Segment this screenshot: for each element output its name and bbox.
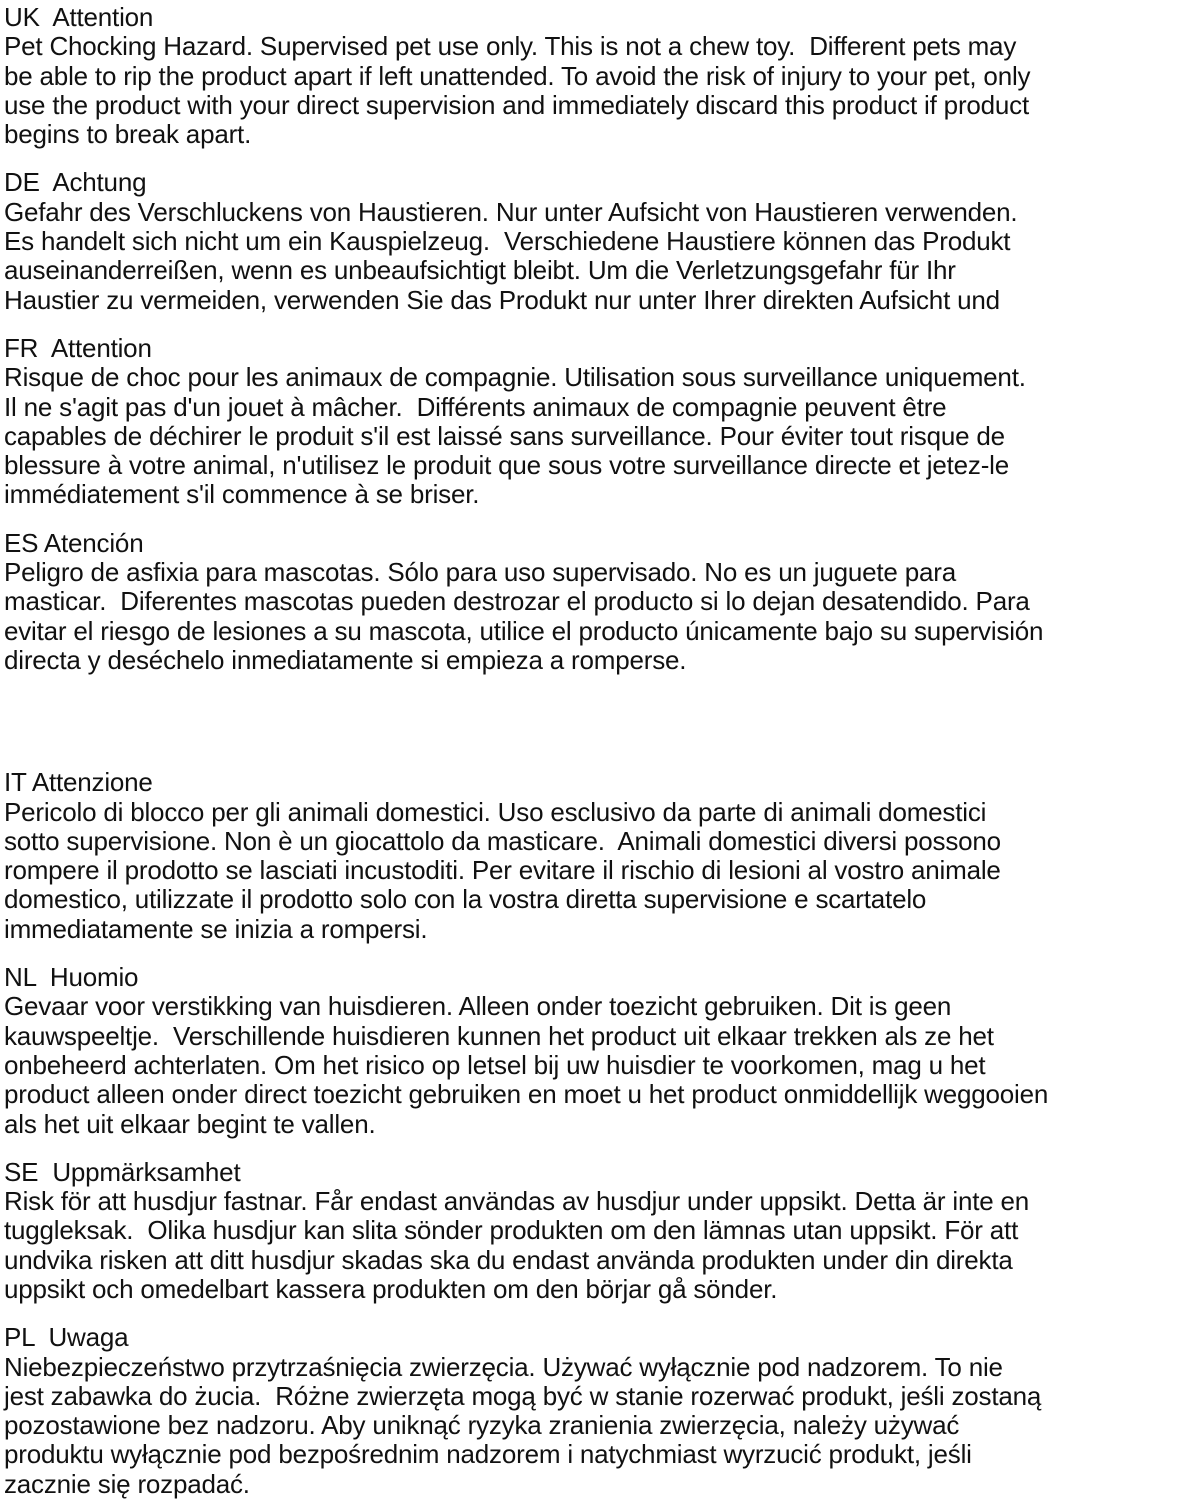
warning-text-line: capables de déchirer le produit s'il est laissé sans surveillance. Pour éviter tout risque de bbox=[4, 420, 1005, 451]
warning-text-line: Peligro de asfixia para mascotas. Sólo para uso supervisado. No es un juguete para bbox=[4, 557, 956, 588]
warning-text-line: Es handelt sich nicht um ein Kauspielzeug. Verschiedene Haustiere können das Produkt bbox=[4, 226, 1011, 257]
warning-text-line: Risk för att husdjur fastnar. Får endast användas av husdjur under uppsikt. Detta är inte en bbox=[4, 1186, 1030, 1217]
warning-section-de bbox=[4, 168, 1197, 314]
warning-text-line: Pericolo di blocco per gli animali domestici. Uso esclusivo da parte di animali domestici bbox=[4, 796, 987, 827]
warning-text-line: Niebezpieczeństwo przytrzaśnięcia zwierzęcia. Używać wyłącznie pod nadzorem. To nie bbox=[4, 1351, 1003, 1382]
warning-text-line: domestico, utilizzate il prodotto solo con la vostra diretta supervisione e scartatelo bbox=[4, 884, 927, 915]
warning-section-es bbox=[4, 529, 1197, 675]
warning-text-line: blessure à votre animal, n'utilisez le produit que sous votre surveillance directe et jetez-le bbox=[4, 450, 1010, 481]
warning-section-it bbox=[4, 768, 1197, 944]
warning-text-line: be able to rip the product apart if left unattended. To avoid the risk of injury to your pet, only bbox=[4, 60, 1031, 91]
warning-text-line: pozostawione bez nadzoru. Aby uniknąć ryzyka zranienia zwierzęcia, należy używać bbox=[4, 1410, 960, 1441]
section-heading-uk: UK Attention bbox=[4, 2, 154, 32]
warning-section-se bbox=[4, 1158, 1197, 1304]
warning-section-nl bbox=[4, 963, 1197, 1139]
section-heading-it: IT Attenzione bbox=[4, 767, 153, 798]
warning-text-line: rompere il prodotto se lasciati incustoditi. Per evitare il rischio di lesioni al vostro animale bbox=[4, 855, 1001, 886]
warning-text-line: tuggleksak. Olika husdjur kan slita sönder produkten om den lämnas utan uppsikt. För att bbox=[4, 1215, 1019, 1246]
warning-text-line: onbeheerd achterlaten. Om het risico op letsel bij uw huisdier te voorkomen, mag u het bbox=[4, 1049, 986, 1080]
warning-text-line: kauwspeeltje. Verschillende huisdieren kunnen het product uit elkaar trekken als ze het bbox=[4, 1020, 994, 1051]
section-heading-pl: PL Uwaga bbox=[4, 1322, 129, 1353]
warning-text-line: immédiatement s'il commence à se briser. bbox=[4, 479, 480, 510]
warning-section-fr bbox=[4, 334, 1197, 510]
warning-text-line: sotto supervisione. Non è un giocattolo da masticare. Animali domestici diversi possono bbox=[4, 825, 1001, 856]
section-heading-de: DE Achtung bbox=[4, 167, 147, 198]
warning-text-line: produktu wyłącznie pod bezpośrednim nadzorem i natychmiast wyrzucić produkt, jeśli bbox=[4, 1439, 972, 1470]
warning-text-line: Gefahr des Verschluckens von Haustieren. Nur unter Aufsicht von Haustieren verwenden. bbox=[4, 196, 1018, 227]
warning-text-line: Risque de choc pour les animaux de compagnie. Utilisation sous surveillance uniquement. bbox=[4, 362, 1026, 393]
warning-text-line: als het uit elkaar begint te vallen. bbox=[4, 1108, 376, 1139]
warning-text-line: undvika risken att ditt husdjur skadas ska du endast använda produkten under din direkta bbox=[4, 1244, 1013, 1275]
warning-section-uk bbox=[4, 3, 1197, 149]
warning-text-line: auseinanderreißen, wenn es unbeaufsichtigt bleibt. Um die Verletzungsgefahr für Ihr bbox=[4, 255, 956, 286]
warning-text-line: Gevaar voor verstikking van huisdieren. Alleen onder toezicht gebruiken. Dit is geen bbox=[4, 991, 952, 1022]
section-heading-fr: FR Attention bbox=[4, 332, 152, 363]
warning-text-line: evitar el riesgo de lesiones a su mascota, utilice el producto únicamente bajo su supervisión bbox=[4, 615, 1044, 646]
warning-text-line: Pet Chocking Hazard. Supervised pet use only. This is not a chew toy. Different pets may bbox=[4, 31, 1017, 62]
warning-text-line: Haustier zu vermeiden, verwenden Sie das Produkt nur unter Ihrer direkten Aufsicht und bbox=[4, 284, 1000, 315]
warning-section-pl bbox=[4, 1323, 1197, 1499]
warning-text-line: zacznie się rozpadać. bbox=[4, 1468, 250, 1499]
section-heading-nl: NL Huomio bbox=[4, 962, 139, 993]
warning-text-line: Il ne s'agit pas d'un jouet à mâcher. Différents animaux de compagnie peuvent être bbox=[4, 391, 947, 422]
warning-text-line: use the product with your direct supervision and immediately discard this product if product bbox=[4, 89, 1030, 120]
warning-text-line: immediatamente se inizia a rompersi. bbox=[4, 913, 428, 944]
section-heading-es: ES Atención bbox=[4, 527, 144, 558]
warning-text-line: directa y deséchelo inmediatamente si empieza a romperse. bbox=[4, 644, 687, 675]
warning-text-line: begins to break apart. bbox=[4, 119, 252, 150]
section-heading-se: SE Uppmärksamhet bbox=[4, 1156, 241, 1187]
warning-text-line: product alleen onder direct toezicht gebruiken en moet u het product onmiddellijk weggooien bbox=[4, 1079, 1049, 1110]
warning-text-line: jest zabawka do żucia. Różne zwierzęta mogą być w stanie rozerwać produkt, jeśli zostaną bbox=[4, 1380, 1042, 1411]
warning-text-line: uppsikt och omedelbart kassera produkten om den börjar gå sönder. bbox=[4, 1273, 778, 1304]
warning-text-line: masticar. Diferentes mascotas pueden destrozar el producto si lo dejan desatendido. Para bbox=[4, 586, 1030, 617]
